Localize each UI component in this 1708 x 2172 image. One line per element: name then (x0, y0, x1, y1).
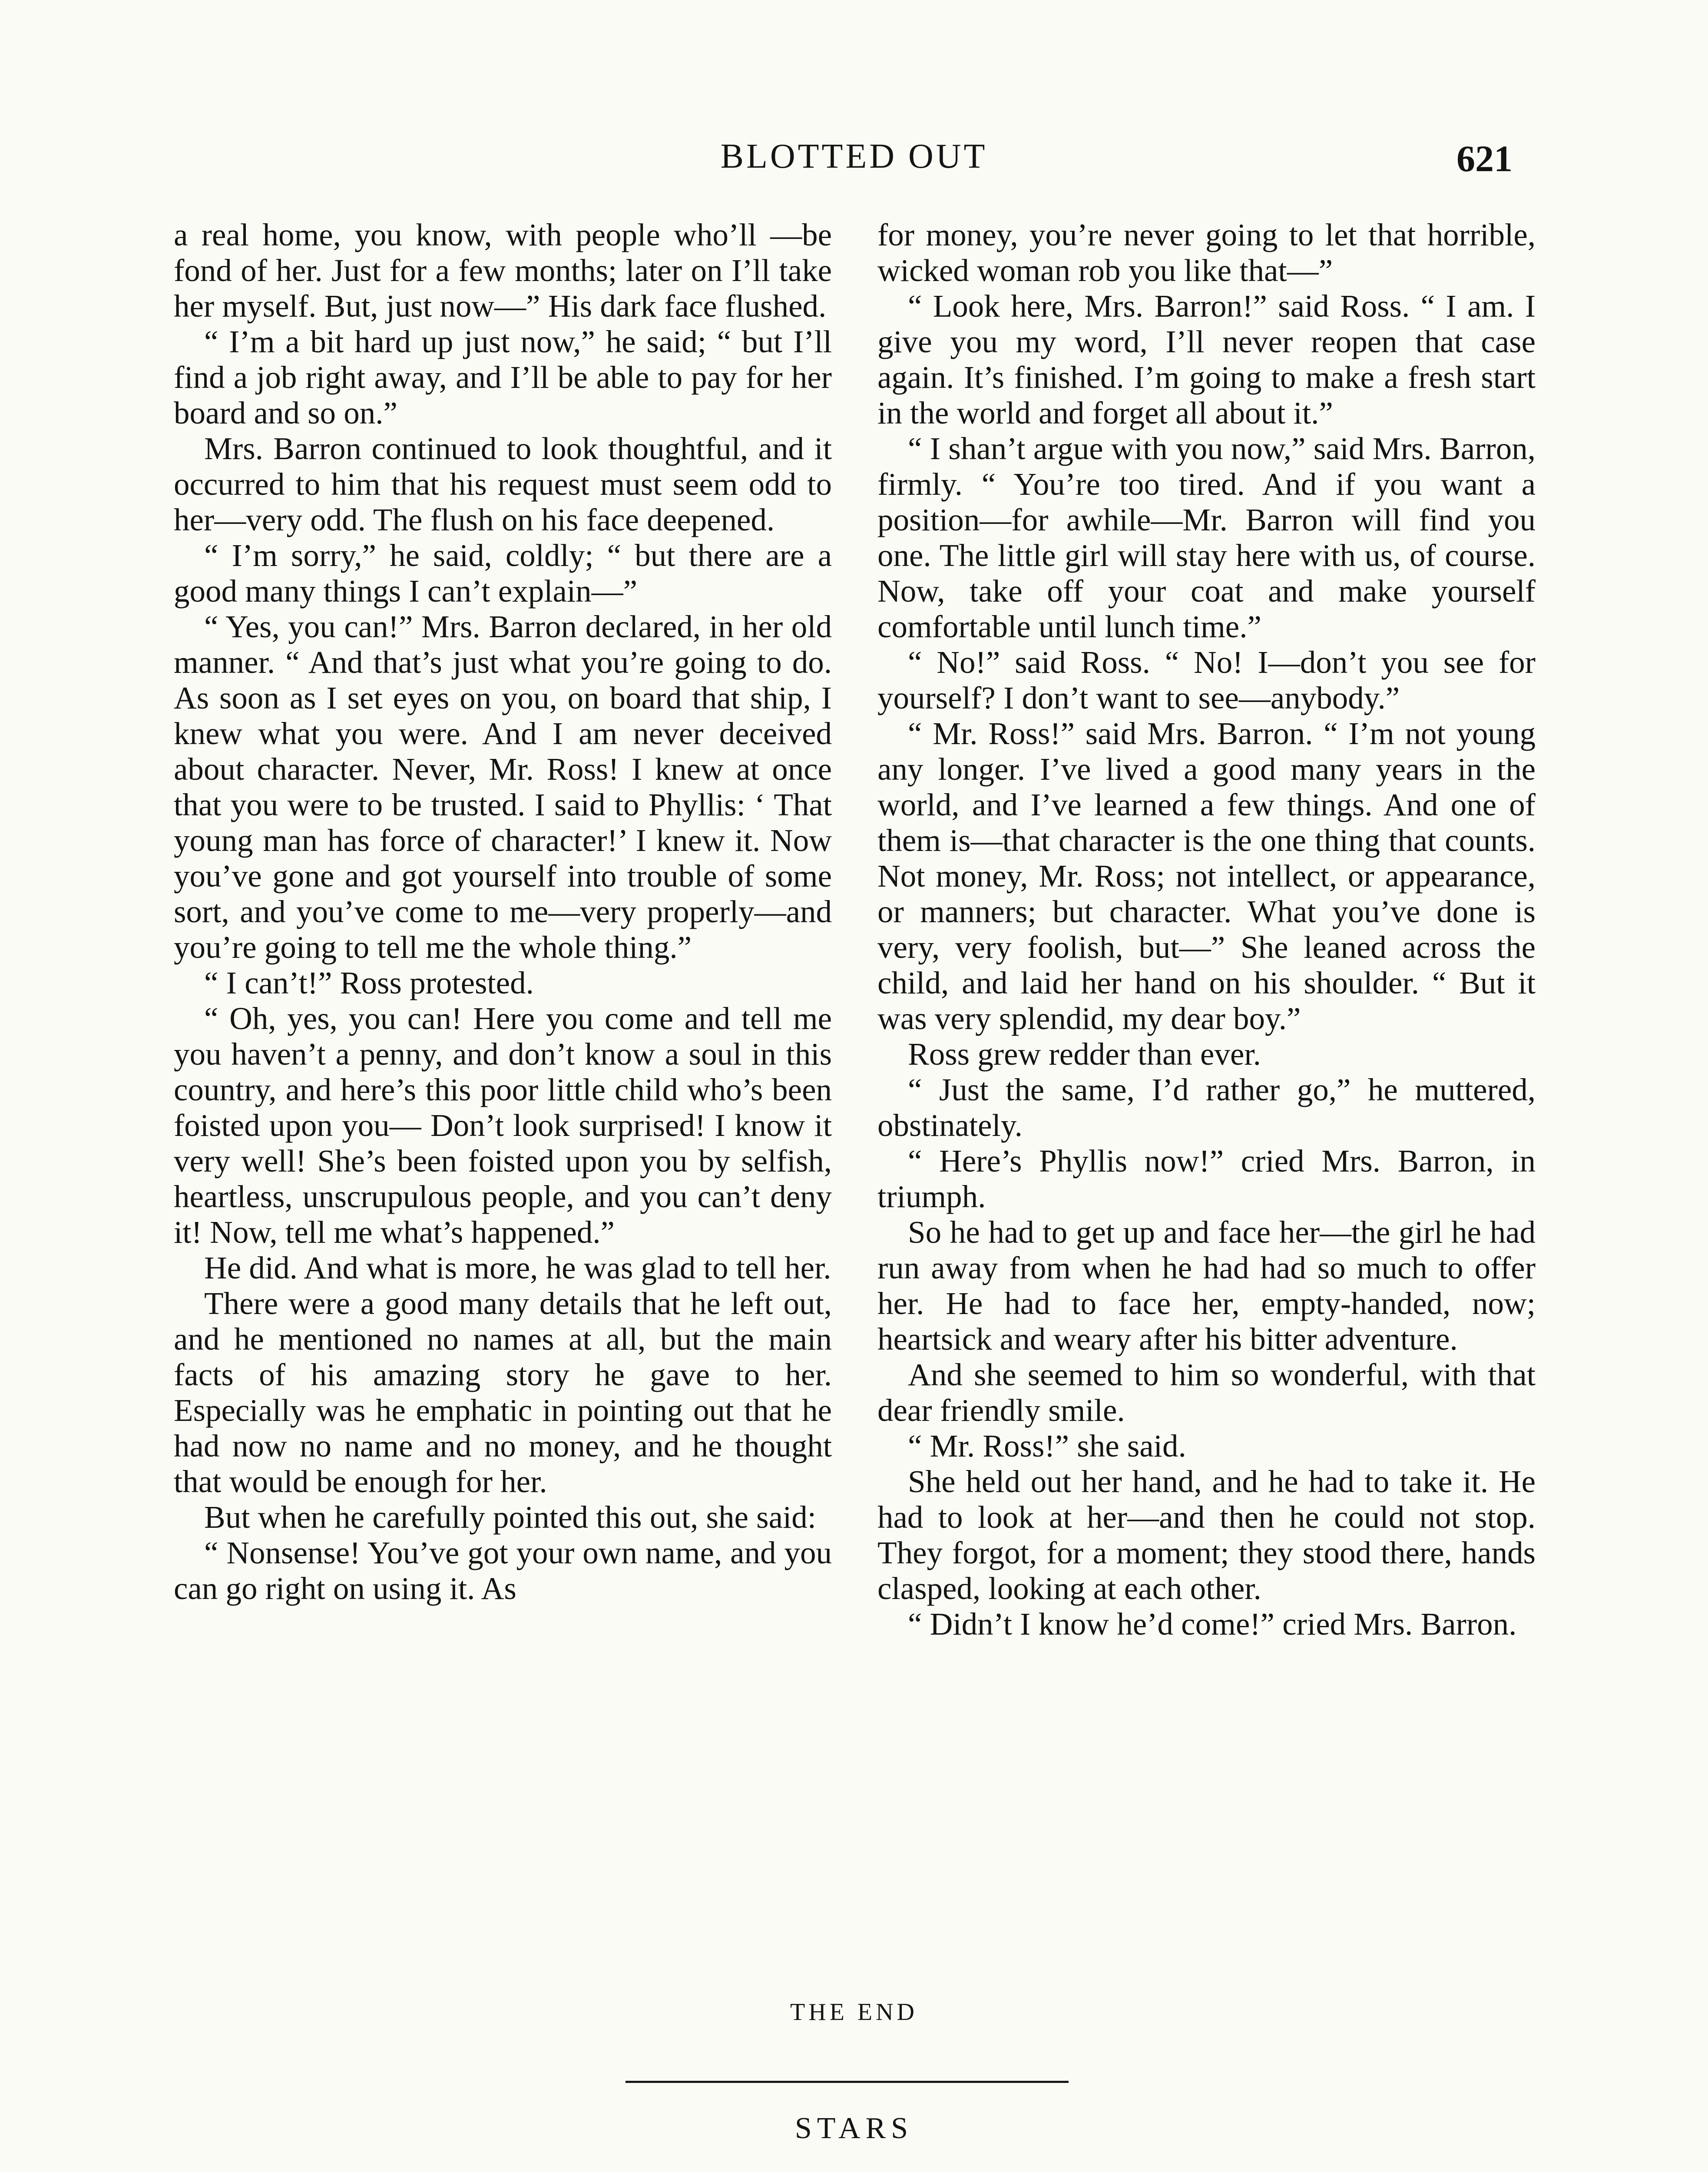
page-header (0, 137, 1708, 189)
paragraph: “ Just the same, I’d rather go,” he muttered, obstinately. (877, 1072, 1536, 1143)
story-text (174, 217, 1536, 2016)
running-title: BLOTTED OUT (720, 137, 988, 175)
section-divider (626, 2081, 1069, 2083)
paragraph: for money, you’re never going to let that horrible, wicked woman rob you like that—” (877, 217, 1536, 288)
paragraph: So he had to get up and face her—the girl he had run away from when he had had so much to offer her. He had to face her, empty-handed, now; heartsick and weary after his bitter adventure. (877, 1215, 1536, 1357)
paragraph: “ Didn’t I know he’d come!” cried Mrs. Barron. (908, 1606, 1517, 1642)
paragraph: But when he carefully pointed this out, she said: (204, 1500, 817, 1535)
paragraph: a real home, you know, with people who’ll —be fond of her. Just for a few months; later on I’ll take her myself. But, just now—” His dark face flushed. (174, 217, 832, 324)
paragraph: “ Here’s Phyllis now!” cried Mrs. Barron, in triumph. (877, 1143, 1536, 1214)
paragraph: “ Nonsense! You’ve got your own name, and you can go right on using it. As (174, 1535, 832, 1606)
paragraph: He did. And what is more, he was glad to tell her. (204, 1250, 831, 1285)
page-number: 621 (1456, 138, 1513, 179)
paragraph: “ Yes, you can!” Mrs. Barron declared, in her old manner. “ And that’s just what you’re going to do. As soon as I set eyes on you, on board that ship, I knew what you were. And I am never deceived about character. Never, Mr. Ross! I knew at once that you were to be trusted. I said to Phyllis: ‘ That young man has force of character!’ I knew it. Now you’ve gone and got yourself into trouble of some sort, and you’ve come to me—very properly—and you’re going to tell me the whole thing.” (174, 609, 832, 965)
paragraph: “ Oh, yes, you can! Here you come and tell me you haven’t a penny, and don’t know a soul in this country, and here’s this poor little child who’s been foisted upon you— Don’t look surprised! I know it very well! She’s been foisted upon you by selfish, heartless, unscrupulous people, and you can’t deny it! Now, tell me what’s happened.” (174, 1001, 832, 1250)
paragraph: “ Mr. Ross!” said Mrs. Barron. “ I’m not young any longer. I’ve lived a good many years in the world, and I’ve learned a few things. And one of them is—that character is the one thing that counts. Not money, Mr. Ross; not intellect, or appearance, or manners; but character. What you’ve done is very, very foolish, but—” She leaned across the child, and laid her hand on his shoulder. “ But it was very splendid, my dear boy.” (877, 716, 1536, 1036)
paragraph: “ No!” said Ross. “ No! I—don’t you see for yourself? I don’t want to see—anybody.” (877, 645, 1536, 715)
paragraph: Ross grew redder than ever. (908, 1036, 1261, 1072)
paragraph: And she seemed to him so wonderful, with that dear friendly smile. (877, 1357, 1536, 1428)
poem-title: STARS (794, 2112, 914, 2145)
paragraph: “ I can’t!” Ross protested. (204, 965, 534, 1000)
paragraph: There were a good many details that he left out, and he mentioned no names at all, but the main facts of his amazing story he gave to her. Especially was he emphatic in pointing out that he had now no name and no money, and he thought that would be enough for her. (174, 1286, 832, 1499)
right-column (877, 217, 1536, 2016)
paragraph: She held out her hand, and he had to take it. He had to look at her—and then he could not stop. They forgot, for a moment; they stood there, hands clasped, looking at each other. (877, 1464, 1536, 1606)
left-column (174, 217, 832, 2016)
paragraph: Mrs. Barron continued to look thoughtful, and it occurred to him that his request must seem odd to her—very odd. The flush on his face deepened. (174, 431, 832, 537)
paragraph: “ I’m sorry,” he said, coldly; “ but there are a good many things I can’t explain—” (174, 538, 832, 609)
paragraph: “ Mr. Ross!” she said. (908, 1428, 1186, 1463)
the-end-label: THE END (790, 1999, 918, 2026)
paragraph: “ I’m a bit hard up just now,” he said; “ but I’ll find a job right away, and I’ll be able to pay for her board and so on.” (174, 324, 832, 430)
paragraph: “ Look here, Mrs. Barron!” said Ross. “ I am. I give you my word, I’ll never reopen that case again. It’s finished. I’m going to make a fresh start in the world and forget all about it.” (877, 288, 1536, 430)
paragraph: “ I shan’t argue with you now,” said Mrs. Barron, firmly. “ You’re too tired. And if you want a position—for awhile—Mr. Barron will find you one. The little girl will stay here with us, of course. Now, take off your coat and make yourself comfortable until lunch time.” (877, 431, 1536, 644)
